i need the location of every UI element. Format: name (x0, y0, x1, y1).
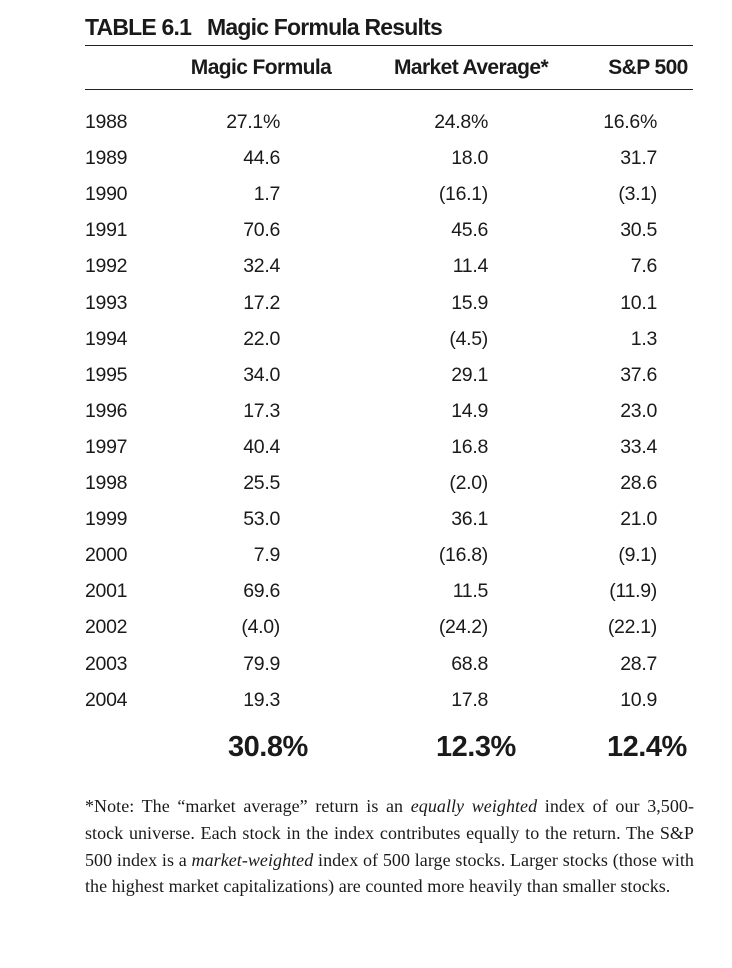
table-row (0, 147, 732, 177)
magic-formula-cell: 70.6 (243, 219, 280, 242)
year-cell: 1991 (85, 219, 128, 242)
year-cell: 1989 (85, 147, 128, 170)
year-cell: 2003 (85, 652, 128, 675)
sp500-cell: (22.1) (607, 616, 657, 639)
column-header-sp500: S&P 500 (608, 56, 688, 79)
market-average-cell: (2.0) (449, 472, 488, 494)
magic-formula-cell: (4.0) (241, 616, 280, 639)
footnote (85, 793, 694, 900)
table-row (0, 183, 732, 213)
magic-formula-cell: 1.7 (253, 183, 280, 206)
year-cell: 1995 (85, 363, 128, 386)
sp500-cell: (9.1) (618, 544, 657, 567)
year-cell: 1999 (85, 508, 128, 531)
magic-formula-cell: 69.6 (243, 580, 280, 603)
sp500-cell: (3.1) (618, 183, 657, 206)
magic-formula-cell: 34.0 (243, 363, 280, 386)
table-row (0, 472, 732, 502)
year-cell: 1998 (85, 472, 128, 494)
sp500-cell: 23.0 (620, 399, 657, 422)
average-sp500: 12.4% (607, 731, 687, 763)
magic-formula-cell: 32.4 (243, 255, 280, 278)
market-average-cell: 17.8 (451, 688, 488, 711)
top-rule (85, 45, 693, 46)
market-average-cell: 14.9 (451, 399, 488, 422)
market-average-cell: (16.1) (438, 183, 488, 206)
table-row (0, 580, 732, 610)
market-average-cell: 15.9 (451, 291, 488, 314)
magic-formula-cell: 19.3 (243, 688, 280, 711)
market-average-cell: 11.4 (452, 255, 488, 278)
footnote-emphasis-market-weighted: market-weighted (191, 849, 314, 870)
table-row (0, 111, 732, 141)
market-average-cell: 36.1 (451, 508, 488, 531)
sp500-cell: 10.1 (620, 291, 657, 314)
sp500-cell: 31.7 (620, 147, 657, 170)
magic-formula-cell: 27.1% (226, 111, 280, 133)
sp500-cell: 1.3 (630, 327, 657, 350)
sp500-cell: 16.6% (603, 111, 657, 133)
market-average-cell: 16.8 (451, 435, 488, 458)
market-average-cell: (16.8) (438, 544, 488, 567)
magic-formula-cell: 17.3 (243, 399, 280, 422)
table-row (0, 544, 732, 574)
table-row (0, 400, 732, 430)
footnote-text-1: *Note: The “market average” return is an (85, 796, 411, 816)
footnote-emphasis-equally-weighted: equally weighted (410, 796, 538, 816)
table-row (0, 689, 732, 719)
market-average-cell: 68.8 (451, 652, 488, 675)
column-header-market-average: Market Average* (393, 56, 549, 79)
average-magic-formula: 30.8% (228, 731, 308, 763)
table-row (0, 508, 732, 538)
table-number: TABLE 6.1 (85, 14, 192, 40)
table-title-text: Magic Formula Results (207, 14, 442, 40)
year-cell: 2000 (85, 544, 128, 567)
footnote-text-3: index of 500 large stocks. Larger stocks (those with the highest market capitalizations) are counted more heavily than smaller stocks. (85, 849, 694, 897)
column-header-magic-formula: Magic Formula (190, 56, 332, 79)
sp500-cell: 28.7 (620, 652, 657, 675)
year-cell: 2001 (85, 580, 128, 603)
sp500-cell: 33.4 (620, 435, 657, 458)
year-cell: 1988 (85, 111, 128, 133)
magic-formula-cell: 25.5 (243, 472, 280, 494)
table-row (0, 616, 732, 646)
magic-formula-cell: 44.6 (243, 147, 280, 170)
sp500-cell: 37.6 (620, 363, 657, 386)
year-cell: 1992 (85, 255, 128, 278)
market-average-cell: 29.1 (451, 363, 488, 386)
table-row (0, 436, 732, 466)
table-row (0, 292, 732, 322)
table-row (0, 364, 732, 394)
year-cell: 1993 (85, 291, 128, 314)
sp500-cell: 7.6 (630, 255, 657, 278)
magic-formula-cell: 22.0 (243, 327, 280, 350)
year-cell: 1996 (85, 399, 128, 422)
market-average-cell: 18.0 (451, 147, 488, 170)
market-average-cell: 11.5 (452, 580, 488, 603)
average-market-average: 12.3% (436, 731, 516, 763)
sp500-cell: (11.9) (609, 580, 657, 603)
header-rule (85, 89, 693, 90)
sp500-cell: 28.6 (620, 472, 657, 494)
year-cell: 1997 (85, 435, 128, 458)
magic-formula-cell: 7.9 (253, 544, 280, 567)
footnote-text-2: index of our 3,500-stock universe. Each stock in the index contributes equally to the return. The S&P 500 index is a (85, 796, 694, 870)
market-average-cell: (4.5) (449, 327, 488, 350)
year-cell: 1990 (85, 183, 128, 206)
table-row (0, 219, 732, 249)
year-cell: 1994 (85, 327, 128, 350)
magic-formula-cell: 17.2 (243, 291, 280, 314)
magic-formula-cell: 40.4 (243, 435, 280, 458)
table-row (0, 653, 732, 683)
table-title (85, 14, 442, 41)
table-row (0, 255, 732, 285)
sp500-cell: 21.0 (620, 508, 657, 531)
magic-formula-cell: 79.9 (243, 652, 280, 675)
table-row (0, 328, 732, 358)
market-average-cell: 45.6 (451, 219, 488, 242)
year-cell: 2004 (85, 688, 128, 711)
market-average-cell: 24.8% (434, 111, 488, 133)
sp500-cell: 10.9 (620, 688, 657, 711)
market-average-cell: (24.2) (438, 616, 488, 639)
magic-formula-cell: 53.0 (243, 508, 280, 531)
sp500-cell: 30.5 (620, 219, 657, 242)
year-cell: 2002 (85, 616, 128, 639)
